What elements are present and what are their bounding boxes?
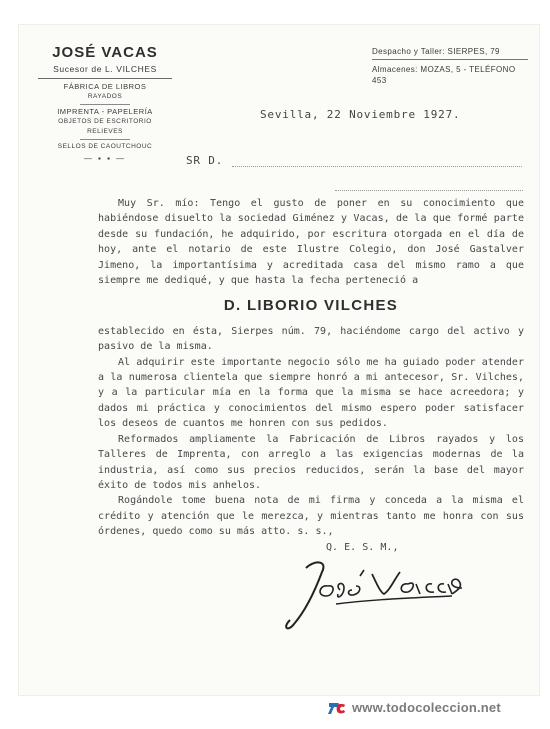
todocoleccion-logo-icon bbox=[328, 700, 346, 715]
letterhead-line: SELLOS DE CAOUTCHOUC bbox=[57, 143, 153, 150]
divider bbox=[80, 139, 130, 140]
paragraph: establecido en ésta, Sierpes núm. 79, haciéndome cargo del activo y pasivo de la misma. bbox=[98, 325, 524, 353]
letter-date: Sevilla, 22 Noviembre 1927. bbox=[260, 108, 461, 121]
header-rule bbox=[38, 78, 172, 79]
paragraph: Rogándole tome buena nota de mi firma y conceda a la misma el crédito y atención que le merezca, y mientras tanto me honra con sus órdenes, quedo como su más atto. s. s., bbox=[98, 495, 524, 538]
successor-line: Sucesor de L. VILCHES bbox=[53, 64, 157, 74]
paragraph: Muy Sr. mío: Tengo el gusto de poner en su conocimiento que habiéndose disuelto la sociedad Giménez y Vacas, de la que formé parte desde su fundación, he adquirido, por escritura otorgada en el día de hoy, ante el notario de este Ilustre Colegio, don José Gastalver Jimeno, la importantísima y acreditada casa del mismo ramo a que siempre me dediqué, y que hasta la fecha perteneció a bbox=[98, 198, 524, 287]
addressee-line bbox=[335, 190, 523, 191]
watermark-text: www.todocoleccion.net bbox=[352, 700, 501, 715]
highlight-name: D. LIBORIO VILCHES bbox=[223, 297, 399, 315]
letterhead-line: FÁBRICA DE LIBROS bbox=[63, 82, 147, 91]
letter-body bbox=[98, 196, 524, 555]
letterhead-line: OBJETOS DE ESCRITORIO bbox=[58, 118, 152, 125]
letterhead-left bbox=[30, 44, 180, 163]
paragraph: Al adquirir este importante negocio sólo me ha guiado poder atender a la numerosa clientela que siempre honró a mi antecesor, Sr. Vilches, y a la particular mía en la forma que la misma se hace acreedora; y dados mi práctica y conocimientos del mismo espero poder satisfacer los deseos de cuantos me honren con sus pedidos. bbox=[98, 356, 524, 430]
letterhead-line: RELIEVES bbox=[87, 128, 123, 135]
brand-name: JOSÉ VACAS bbox=[52, 44, 158, 61]
addressee-label: SR D. bbox=[186, 154, 224, 167]
letterhead-line: RAYADOS bbox=[87, 93, 123, 100]
ornament-icon: — ▪ ▪ — bbox=[83, 154, 127, 163]
addressee-line bbox=[232, 166, 522, 167]
handwritten-signature bbox=[276, 550, 476, 640]
letterhead-right bbox=[372, 46, 528, 86]
paragraph: Reformados ampliamente la Fabricación de Libros rayados y los Talleres de Imprenta, con arreglo a las exigencias modernas de la industria, así como sus precios reducidos, serán la base del mayor éxito de todos mis anhelos. bbox=[98, 433, 524, 491]
closing: Q. E. S. M., bbox=[326, 541, 399, 553]
address-line: Despacho y Taller: SIERPES, 79 bbox=[372, 46, 528, 60]
letterhead-line: IMPRENTA - PAPELERÍA bbox=[57, 107, 153, 116]
divider bbox=[80, 104, 130, 105]
address-line: Almacenes: MOZAS, 5 - TELÉFONO 453 bbox=[372, 65, 516, 85]
